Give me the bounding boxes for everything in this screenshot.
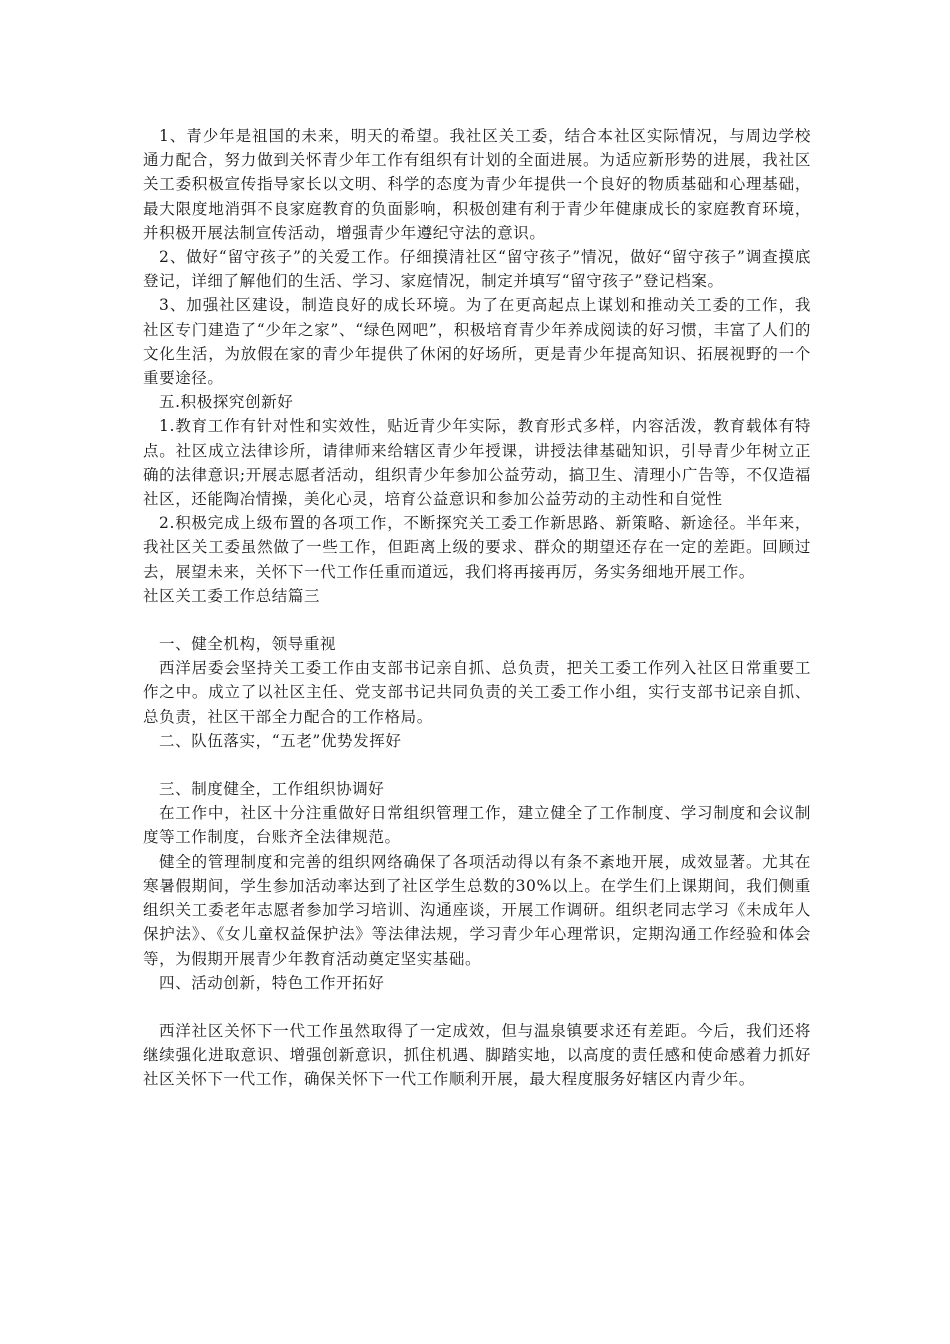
paragraph-management-system: 健全的管理制度和完善的组织网络确保了各项活动得以有条不紊地开展，成效显著。尤其在寒暑假期间，学生参加活动率达到了社区学生总数的30%以上。在学生们上课期间，我们侧重组织关工委老年志愿者参加学习培训、沟通座谈，开展工作调研。组织老同志学习《未成年人保护法》、《女儿童权益保护法》等法律法规，学习青少年心理常识，定期沟通工作经验和体会等，为假期开展青少年教育活动奠定坚实基础。 — [143, 852, 811, 968]
paragraph-committee-leadership: 西洋居委会坚持关工委工作由支部书记亲自抓、总负责，把关工委工作列入社区日常重要工作之中。成立了以社区主任、党支部书记共同负责的关工委工作小组，实行支部书记亲自抓、总负责，社区干部全力配合的工作格局。 — [143, 659, 811, 726]
paragraph-youth-future: 1、青少年是祖国的未来，明天的希望。我社区关工委，结合本社区实际情况，与周边学校通力配合，努力做到关怀青少年工作有组织有计划的全面进展。为适应新形势的进展，我社区关工委积极宣传指导家长以文明、科学的态度为青少年提供一个良好的物质基础和心理基础，最大限度地消弭不良家庭教育的负面影响，积极创建有利于青少年健康成长的家庭教育环境，并积极开展法制宣传活动，增强青少年遵纪守法的意识。 — [143, 127, 811, 242]
paragraph-complete-tasks: 2.积极完成上级布置的各项工作，不断探究关工委工作新思路、新策略、新途径。半年来，我社区关工委虽然做了一些工作，但距离上级的要求、群众的期望还存在一定的差距。回顾过去，展望未来，关怀下一代工作任重而道远，我们将再接再厉，务实务细地开展工作。 — [143, 514, 811, 581]
paragraph-daily-management: 在工作中，社区十分注重做好日常组织管理工作，建立健全了工作制度、学习制度和会议制度等工作制度，台账齐全法律规范。 — [143, 804, 811, 847]
section-heading-team: 二、队伍落实，“五老”优势发挥好 — [159, 731, 402, 750]
section-heading-organization: 一、健全机构，领导重视 — [159, 635, 337, 654]
paragraph-community-building: 3、加强社区建设，制造良好的成长环境。为了在更高起点上谋划和推动关工委的工作，我社区专门建造了“少年之家”、“绿色网吧”，积极培育青少年养成阅读的好习惯，丰富了人们的文化生活，为放假在家的青少年提供了休闲的好场所，更是青少年提高知识、拓展视野的一个重要途径。 — [143, 296, 811, 388]
section-heading-activities: 四、活动创新，特色工作开拓好 — [159, 973, 385, 992]
paragraph-left-behind-children: 2、做好“留守孩子”的关爱工作。仔细摸清社区“留守孩子”情况，做好“留守孩子”调查摸底登记，详细了解他们的生活、学习、家庭情况，制定并填写“留守孩子”登记档案。 — [143, 248, 811, 291]
section-heading-innovation: 五.积极探究创新好 — [159, 393, 294, 412]
document-section-title: 社区关工委工作总结篇三 — [143, 586, 321, 605]
paragraph-education-targeted: 1.教育工作有针对性和实效性，贴近青少年实际，教育形式多样，内容活泼，教育载体有特点。社区成立法律诊所，请律师来给辖区青少年授课，讲授法律基础知识，引导青少年树立正确的法律意识;开展志愿者活动，组织青少年参加公益劳动，搞卫生、清理小广告等，不仅造福社区，还能陶冶情操，美化心灵，培育公益意识和参加公益劳动的主动性和自觉性 — [143, 417, 811, 509]
blank-line — [143, 753, 811, 777]
document-page — [143, 124, 811, 1092]
blank-line — [143, 995, 811, 1019]
blank-line — [143, 608, 811, 632]
section-heading-system: 三、制度健全，工作组织协调好 — [159, 780, 385, 799]
paragraph-conclusion: 西洋社区关怀下一代工作虽然取得了一定成效，但与温泉镇要求还有差距。今后，我们还将继续强化进取意识、增强创新意识，抓住机遇、脚踏实地，以高度的责任感和使命感着力抓好社区关怀下一代工作，确保关怀下一代工作顺利开展，最大程度服务好辖区内青少年。 — [143, 1021, 811, 1089]
